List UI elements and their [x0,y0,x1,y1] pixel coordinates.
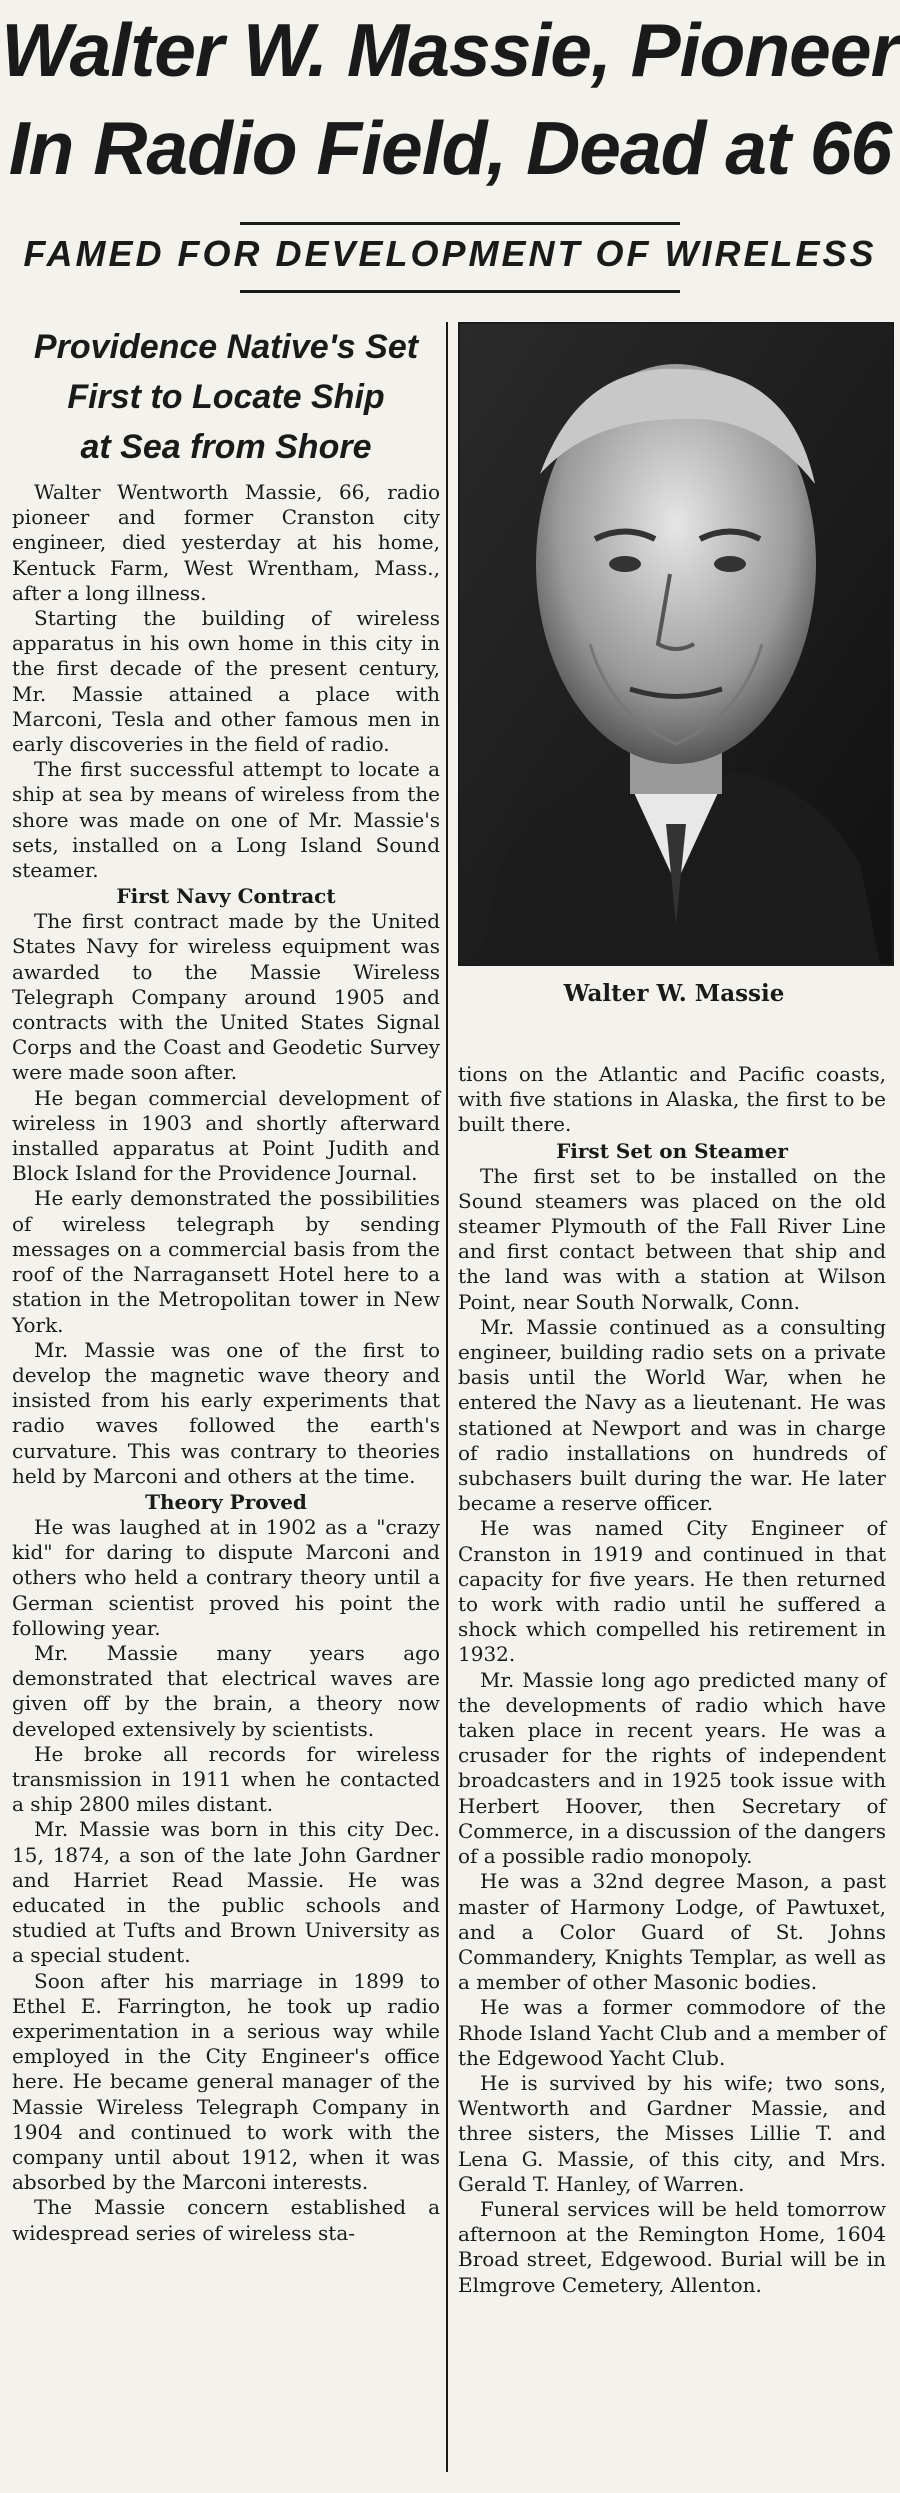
deck-headline: FAMED FOR DEVELOPMENT OF WIRELESS [23,233,877,274]
paragraph: He was laughed at in 1902 as a "crazy kid" for daring to dispute Marconi and others who held a contrary theory until a German scientist proved his point the following year. [12,1514,440,1640]
subheadline [12,322,440,472]
paragraph: Mr. Massie many years ago demonstrated that electrical waves are given off by the brain, a theory now developed extensively by scientists. [12,1640,440,1741]
paragraph: He broke all records for wireless transmission in 1911 when he contacted a ship 2800 miles distant. [12,1741,440,1817]
headline-rule-bottom [240,290,680,293]
section-heading: First Navy Contract [116,884,336,909]
paragraph: Mr. Massie continued as a consulting engineer, building radio sets on a private basis until the World War, when he entered the Navy as a lieutenant. He was stationed at Newport and was in charge of radio installations on hundreds of subchasers built during the war. He later became a reserve officer. [458,1314,886,1516]
paragraph: Starting the building of wireless apparatus in his own home in this city in the first decade of the present century, Mr. Massie attained a place with Marconi, Tesla and other famous men in early discoveries in the field of radio. [12,606,440,757]
subheadline-line: First to Locate Ship [67,378,385,416]
paragraph: The first contract made by the United States Navy for wireless equipment was awarded to the Massie Wireless Telegraph Company around 1905 and contracts with the United States Signal Corps and the Coast and Geodetic Survey were made soon after. [12,909,440,1085]
paragraph: He was a 32nd degree Mason, a past master of Harmony Lodge, of Pawtuxet, and a Color Guard of St. Johns Commandery, Knights Templar, as well as a member of other Masonic bodies. [458,1869,886,1995]
paragraph: Mr. Massie was one of the first to develop the magnetic wave theory and insisted from his early experiments that radio waves followed the earth's curvature. This was contrary to theories held by Marconi and others at the time. [12,1337,440,1488]
paragraph: Mr. Massie long ago predicted many of the developments of radio which have taken place in recent years. He was a crusader for the rights of independent broadcasters and in 1925 took issue with Herbert Hoover, then Secretary of Commerce, in a discussion of the dangers of a possible radio monopoly. [458,1667,886,1869]
paragraph: Funeral services will be held tomorrow afternoon at the Remington Home, 1604 Broad street, Edgewood. Burial will be in Elmgrove Cemetery, Allenton. [458,2196,886,2297]
paragraph: tions on the Atlantic and Pacific coasts, with five stations in Alaska, the first to be built there. [458,1062,886,1137]
section-heading: Theory Proved [145,1489,307,1514]
paragraph: The Massie concern established a widespread series of wireless sta- [12,2195,440,2245]
paragraph: He was a former commodore of the Rhode Island Yacht Club and a member of the Edgewood Yacht Club. [458,1995,886,2070]
paragraph: Walter Wentworth Massie, 66, radio pioneer and former Cranston city engineer, died yesterday at his home, Kentuck Farm, West Wrentham, Mass., after a long illness. [12,480,440,605]
paragraph: The first set to be installed on the Sound steamers was placed on the old steamer Plymouth of the Fall River Line and first contact between that ship and the land was with a station at Wilson Point, near South Norwalk, Conn. [458,1163,886,1314]
photo-caption: Walter W. Massie [563,980,785,1007]
headline-line-1: Walter W. Massie, Pioneer [1,8,899,92]
article-column-left [12,322,440,2246]
paragraph: Mr. Massie was born in this city Dec. 15, 1874, a son of the late John Gardner and Harriet Read Massie. He was educated in the public schools and studied at Tufts and Brown University as a special student. [12,1817,440,1968]
section-heading: First Set on Steamer [556,1138,788,1163]
paragraph: He early demonstrated the possibilities of wireless telegraph by sending messages on a commercial basis from the roof of the Narragansett Hotel here to a station in the Metropolitan tower in New York. [12,1186,440,1337]
subheadline-line: at Sea from Shore [80,428,372,466]
paragraph: The first successful attempt to locate a ship at sea by means of wireless from the shore was made on one of Mr. Massie's sets, installed on a Long Island Sound steamer. [12,757,440,883]
headline-line-2: In Radio Field, Dead at 66 [8,106,892,190]
paragraph: He began commercial development of wireless in 1903 and shortly afterward installed apparatus at Point Judith and Block Island for the Providence Journal. [12,1085,440,1186]
article-column-right [458,1062,886,2298]
column-divider [446,322,448,2472]
portrait-image [460,324,892,964]
paragraph: He was named City Engineer of Cranston in 1919 and continued in that capacity for five years. He then returned to work with radio until he suffered a shock which compelled his retirement in 1932. [458,1516,886,1667]
headline-rule-top [240,222,680,225]
paragraph: Soon after his marriage in 1899 to Ethel E. Farrington, he took up radio experimentation in a serious way while employed in the City Engineer's office here. He became general manager of the Massie Wireless Telegraph Company in 1904 and continued to work with the company until about 1912, when it was absorbed by the Marconi interests. [12,1968,440,2195]
subheadline-line: Providence Native's Set [33,328,419,366]
paragraph: He is survived by his wife; two sons, Wentworth and Gardner Massie, and three sisters, the Misses Lillie T. and Lena G. Massie, of this city, and Mrs. Gerald T. Hanley, of Warren. [458,2070,886,2196]
portrait-photo [458,322,894,966]
